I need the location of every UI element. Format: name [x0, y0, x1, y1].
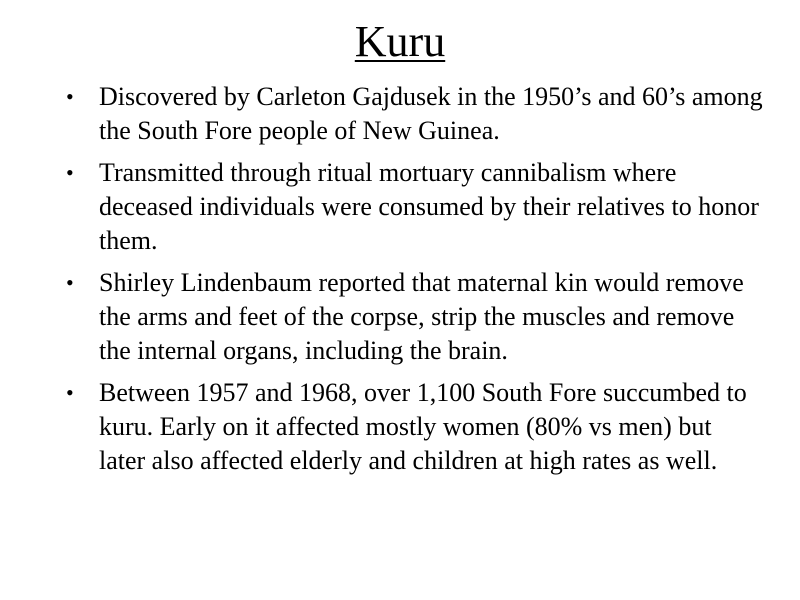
- bullet-icon: •: [66, 270, 74, 295]
- bullet-text: Between 1957 and 1968, over 1,100 South Fore succumbed to kuru. Early on it affected mostly women (80% vs men) but later also affected elderly and children at high rates as well.: [99, 378, 747, 475]
- bullet-item: [64, 376, 764, 478]
- slide-title: Kuru: [354, 17, 446, 66]
- bullet-list: [64, 80, 764, 486]
- bullet-item: [64, 80, 764, 148]
- bullet-icon: •: [66, 84, 74, 109]
- bullet-item: [64, 156, 764, 258]
- bullet-item: [64, 266, 764, 368]
- bullet-text: Discovered by Carleton Gajdusek in the 1950’s and 60’s among the South Fore people of New Guinea.: [99, 82, 763, 145]
- bullet-icon: •: [66, 160, 74, 185]
- bullet-text: Transmitted through ritual mortuary cannibalism where deceased individuals were consumed by their relatives to honor them.: [99, 158, 759, 255]
- bullet-icon: •: [66, 380, 74, 405]
- bullet-text: Shirley Lindenbaum reported that maternal kin would remove the arms and feet of the corpse, strip the muscles and remove the internal organs, including the brain.: [99, 268, 744, 365]
